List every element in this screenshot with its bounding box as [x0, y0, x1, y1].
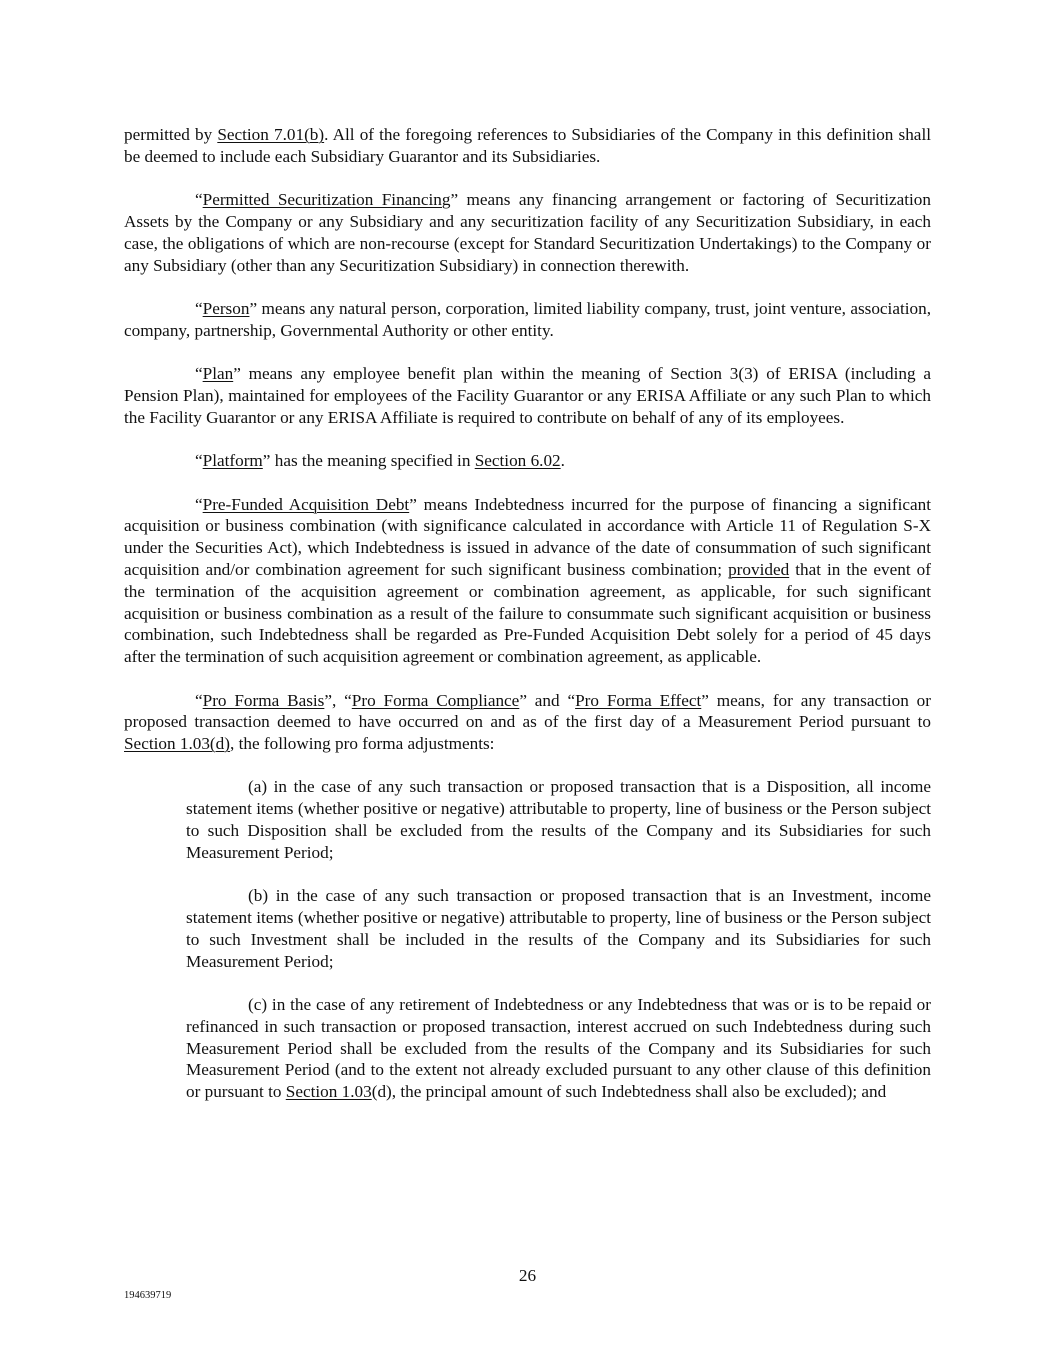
defined-term: Pro Forma Basis: [202, 690, 325, 710]
defined-term: Plan: [202, 364, 234, 384]
text: permitted by: [124, 125, 218, 144]
quote: “: [195, 364, 203, 384]
definition-plan: [124, 363, 931, 428]
clause-text: (c) in the case of any retirement of Indebtedness or any Indebtedness that was or is to be repaid or refinanced in such transaction or proposed transaction, interest accrued on such Indebtedness during such Measurement Period shall be excluded from the results of the Company and its Subsidiaries for such Measurement Period (and to the extent not already excluded pursuant to any other clause of this definition or pursuant to: [186, 995, 931, 1102]
provided-term: provided: [728, 559, 790, 579]
defined-term: Pro Forma Compliance: [351, 690, 520, 710]
definition-text: that in the event of the termination of the acquisition agreement or combination agreement, as applicable, for such significant acquisition or business combination as a result of the failure to consummate such significant acquisition or business combination, such Indebtedness shall be regarded as Pre-Funded Acquisition Debt solely for a period of 45 days after the termination of such acquisition agreement or combination agreement, as applicable.: [124, 559, 931, 667]
text: .: [560, 451, 565, 471]
text: ” and “: [519, 690, 576, 710]
definition-person: [124, 298, 931, 342]
clause-c: [186, 994, 931, 1103]
defined-term: Pro Forma Effect: [575, 690, 702, 710]
section-reference: Section 6.02: [474, 451, 561, 471]
clause-a: [186, 776, 931, 863]
text: , the following pro forma adjustments:: [229, 734, 495, 754]
definition-permitted-securitization-financing: [124, 189, 931, 276]
definition-text: ” means, for any transaction or proposed transaction deemed to have occurred on and as of the first day of a Measurement Period pursuant to: [124, 690, 931, 732]
definition-text: ” means Indebtedness incurred for the purpose of financing a significant acquisition or business combination (with significance calculated in accordance with Article 11 of Regulation S-X under the Securities Act), which Indebtedness is issued in advance of the date of consummation of such significant acquisition and/or combination agreement for such significant business combination;: [124, 494, 931, 579]
section-reference: Section 1.03: [285, 1082, 372, 1102]
definition-text: ” means any employee benefit plan within the meaning of Section 3(3) of ERISA (including a Pension Plan), maintained for employees of the Facility Guarantor or any ERISA Affiliate or any such Plan to which the Facility Guarantor or any ERISA Affiliate is required to contribute on behalf of any of its employees.: [124, 364, 931, 427]
paragraph-continuation: [124, 124, 931, 168]
quote: “: [195, 190, 203, 210]
definition-text: ” means any financing arrangement or factoring of Securitization Assets by the Company or any Subsidiary and any securitization facility of any Securitization Subsidiary, in each case, the obligations of which are non-recourse (except for Standard Securitization Undertakings) to the Company or any Subsidiary (other than any Securitization Subsidiary) in connection therewith.: [124, 190, 931, 275]
text: ”, “: [324, 690, 352, 710]
document-id: 194639719: [124, 1290, 172, 1301]
defined-term: Person: [202, 298, 250, 318]
definition-pre-funded-acquisition-debt: [124, 494, 931, 668]
defined-term: Permitted Securitization Financing: [202, 190, 451, 210]
section-reference: Section 1.03(d): [124, 734, 230, 754]
quote: “: [195, 690, 203, 710]
clause-text: (b) in the case of any such transaction or proposed transaction that is an Investment, income statement items (whether positive or negative) attributable to property, line of business or the Person subject to such Investment shall be included in the results of the Company and its Subsidiaries for such Measurement Period;: [186, 886, 931, 971]
document-body: [124, 124, 931, 1125]
quote: “: [195, 298, 203, 318]
page-number: 26: [518, 1266, 537, 1285]
text: . All of the foregoing references to Subsidiaries of the Company in this definition shall be deemed to include each Subsidiary Guarantor and its Subsidiaries.: [124, 125, 931, 166]
defined-term: Platform: [202, 451, 263, 471]
clause-b: [186, 885, 931, 972]
defined-term: Pre-Funded Acquisition Debt: [202, 494, 410, 514]
section-reference: Section 7.01(b): [217, 125, 325, 144]
quote: “: [195, 451, 203, 471]
definition-text: ” has the meaning specified in: [262, 451, 475, 471]
definition-pro-forma: [124, 690, 931, 755]
quote: “: [195, 494, 203, 514]
definition-platform: [124, 450, 931, 472]
definition-text: ” means any natural person, corporation, limited liability company, trust, joint venture, association, company, partnership, Governmental Authority or other entity.: [124, 298, 931, 340]
clause-text: (a) in the case of any such transaction or proposed transaction that is a Disposition, all income statement items (whether positive or negative) attributable to property, line of business or the Person subject to such Disposition shall be excluded from the results of the Company and its Subsidiaries for such Measurement Period;: [186, 777, 931, 862]
clause-text: (d), the principal amount of such Indebtedness shall also be excluded); and: [371, 1082, 887, 1102]
